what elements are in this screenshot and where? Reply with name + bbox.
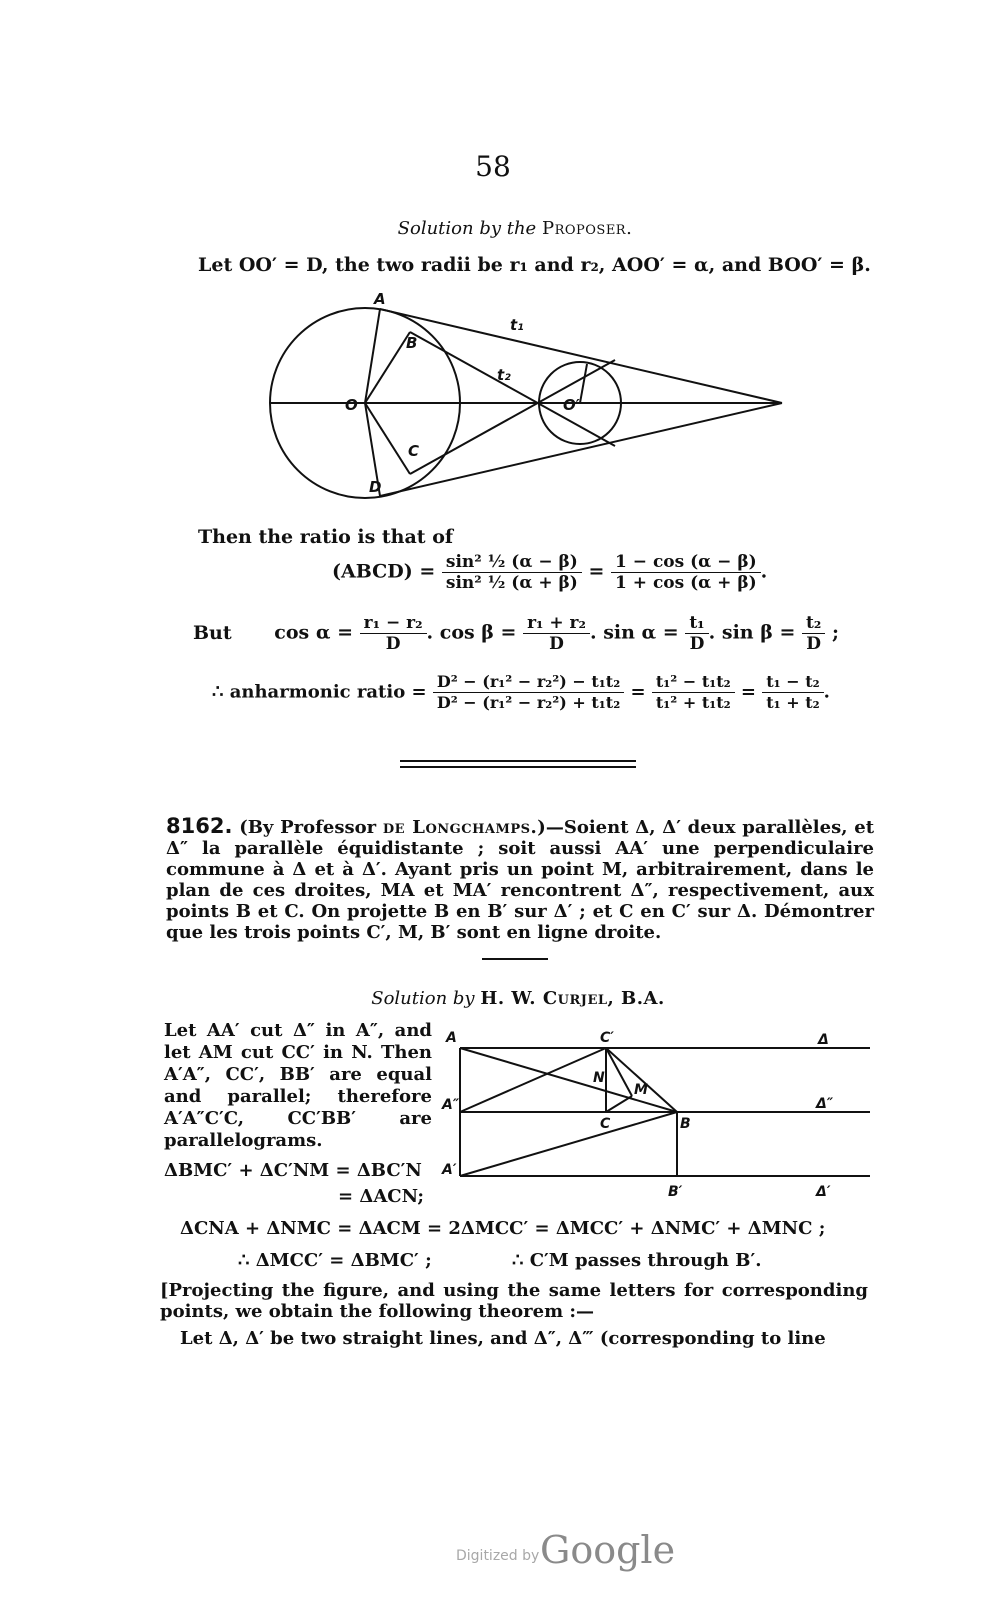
eq3-f1-den: D² − (r₁² − r₂²) + t₁t₂	[436, 693, 621, 712]
solution2-heading-name: H. W. Curjel, B.A.	[480, 988, 665, 1009]
eq3-frac2	[652, 672, 735, 713]
eq2-f4-den: D	[806, 634, 822, 654]
solution-heading	[0, 218, 986, 239]
eq1-end: .	[760, 560, 768, 583]
solution-heading-italic: Solution by the	[397, 218, 537, 239]
projecting-paragraph: [Projecting the figure, and using the same letters for corresponding points, we obtain the following theorem :—	[160, 1280, 868, 1322]
fig2-label-B-prime: B′	[668, 1184, 683, 1200]
fig2-label-A-prime: A′	[442, 1162, 457, 1178]
eq1-f1-den: sin² ½ (α + β)	[445, 573, 578, 593]
eq1-frac1	[442, 552, 582, 593]
eq3-equals1: =	[630, 681, 646, 703]
eq1-f2-num: 1 − cos (α − β)	[611, 552, 761, 573]
solution2-eq-d2: ∴ C′M passes through B′.	[512, 1250, 762, 1271]
eq2-frac4	[802, 613, 825, 654]
eq2-sin-beta: . sin β =	[708, 621, 796, 644]
eq3-equals2: =	[740, 681, 756, 703]
solution-intro: Let OO′ = D, the two radii be r₁ and r₂, AOO′ = α, and BOO′ = β.	[198, 254, 871, 276]
eq2-end: ;	[831, 621, 839, 644]
eq3-frac1	[433, 672, 624, 713]
fig2-label-delta-double-prime: Δ″	[816, 1096, 834, 1112]
eq2-f2-den: D	[549, 634, 564, 654]
problem-text: )—Soient Δ, Δ′ deux parallèles, et Δ″ la parallèle équidistante ; soit aussi AA′ une perpendiculaire commune à Δ et à Δ′. Ayant pris un point M, arbitrairement, dans le plan de ces droites, MA et MA′ rencontrent Δ″, respectivement, aux points B et C. On projette B en B′ sur Δ′ ; et C en C′ sur Δ. Démontrer que les trois points C′, M, B′ sont en ligne droite.	[166, 817, 875, 943]
eq2-frac3	[685, 613, 708, 654]
fig2-label-C-prime: C′	[600, 1030, 614, 1046]
ratio-intro: Then the ratio is that of	[198, 526, 454, 548]
fig2-label-M: M	[634, 1082, 648, 1098]
eq1-f2-den: 1 + cos (α + β)	[615, 573, 757, 593]
fig2-label-C: C	[600, 1116, 611, 1132]
circles-tangent-figure	[260, 292, 790, 512]
eq2-cos-alpha: cos α =	[274, 621, 353, 644]
problem-by: (By Professor	[239, 817, 377, 838]
fig2-label-delta: Δ	[818, 1032, 829, 1048]
fig2-label-A: A	[446, 1030, 457, 1046]
eq3-lhs: ∴ anharmonic ratio =	[212, 681, 427, 703]
separator-rule-bottom	[400, 766, 636, 768]
eq2-frac2	[523, 613, 590, 654]
segment-A2-C2	[460, 1048, 606, 1112]
eq2-f1-den: D	[385, 634, 401, 654]
eq3-f1-num: D² − (r₁² − r₂²) − t₁t₂	[433, 672, 624, 693]
parallel-lines-figure	[440, 1024, 880, 1204]
eq2-cos-beta: . cos β =	[426, 621, 517, 644]
solution2-eq-d1: ∴ ΔMCC′ = ΔBMC′ ;	[238, 1250, 432, 1271]
label-D: D	[369, 478, 382, 496]
segment-C-M	[606, 1096, 632, 1112]
fig2-label-delta-prime: Δ′	[816, 1184, 831, 1200]
solution-heading-name: Proposer.	[541, 218, 633, 239]
fig2-label-N: N	[593, 1070, 605, 1086]
lower-tangent	[380, 403, 782, 496]
segment-AB-prime	[460, 1112, 677, 1176]
eq3-f2-den: t₁² + t₁t₂	[655, 693, 731, 712]
label-A: A	[374, 292, 386, 308]
solution2-heading	[0, 988, 986, 1009]
cross-tangent-1	[410, 332, 615, 446]
eq2-but: But	[193, 621, 232, 644]
label-O: O	[345, 396, 358, 414]
eq3-end: .	[823, 681, 830, 703]
eq1-frac2	[611, 552, 761, 593]
fig2-label-A-double-prime: A″	[442, 1097, 460, 1113]
google-logo: Google	[540, 1528, 676, 1572]
equation-anharmonic	[212, 672, 830, 713]
eq2-f3-den: D	[689, 634, 705, 654]
label-B: B	[406, 334, 418, 352]
upper-tangent	[380, 309, 782, 403]
eq3-f3-num: t₁ − t₂	[762, 672, 823, 693]
eq2-f1-num: r₁ − r₂	[360, 613, 427, 634]
separator-rule-top	[400, 760, 636, 762]
fig2-label-B: B	[680, 1116, 691, 1132]
radius-OB	[365, 332, 410, 403]
page-number: 58	[475, 150, 511, 183]
last-line: Let Δ, Δ′ be two straight lines, and Δ″, Δ‴ (corresponding to line	[180, 1328, 826, 1349]
problem-8162	[166, 816, 874, 943]
solution2-heading-italic: Solution by	[371, 988, 475, 1009]
solution2-eq-c: ΔCNA + ΔNMC = ΔACM = 2ΔMCC′ = ΔMCC′ + ΔNMC′ + ΔMNC ;	[180, 1218, 826, 1239]
radius-small	[580, 364, 587, 403]
eq1-lhs: (ABCD) =	[332, 560, 436, 583]
problem-number: 8162.	[166, 814, 233, 838]
segment-AMB	[460, 1048, 677, 1112]
label-t1: t₁	[510, 316, 524, 334]
solution2-text: Let AA′ cut Δ″ in A″, and let AM cut CC′ in N. Then A′A″, CC′, BB′ are equal and parallel; therefore A′A″C′C, CC′BB′ are parallelograms.	[164, 1020, 432, 1151]
eq3-f2-num: t₁² − t₁t₂	[652, 672, 735, 693]
eq2-sin-alpha: . sin α =	[589, 621, 679, 644]
short-separator	[482, 958, 548, 960]
eq1-equals: =	[588, 560, 605, 583]
eq2-f3-num: t₁	[685, 613, 708, 634]
solution2-eq-b: = ΔACN;	[338, 1186, 425, 1207]
segment-C2-M	[606, 1048, 632, 1096]
digitized-by-text: Digitized by	[456, 1548, 540, 1564]
solution2-eq-a: ΔBMC′ + ΔC′NM = ΔBC′N	[164, 1160, 422, 1181]
eq2-f4-num: t₂	[802, 613, 825, 634]
label-C: C	[408, 442, 420, 460]
label-t2: t₂	[497, 366, 511, 384]
eq3-f3-den: t₁ + t₂	[766, 693, 820, 712]
eq2-f2-num: r₁ + r₂	[523, 613, 590, 634]
radius-OA	[365, 309, 380, 403]
label-O-prime: O′	[563, 396, 580, 414]
equation-abcd	[332, 552, 767, 593]
eq3-frac3	[762, 672, 823, 713]
equation-but	[193, 613, 839, 654]
eq2-frac1	[360, 613, 427, 654]
eq1-f1-num: sin² ½ (α − β)	[442, 552, 582, 573]
problem-author: de Longchamps.	[382, 817, 538, 838]
radius-OC	[365, 403, 410, 474]
